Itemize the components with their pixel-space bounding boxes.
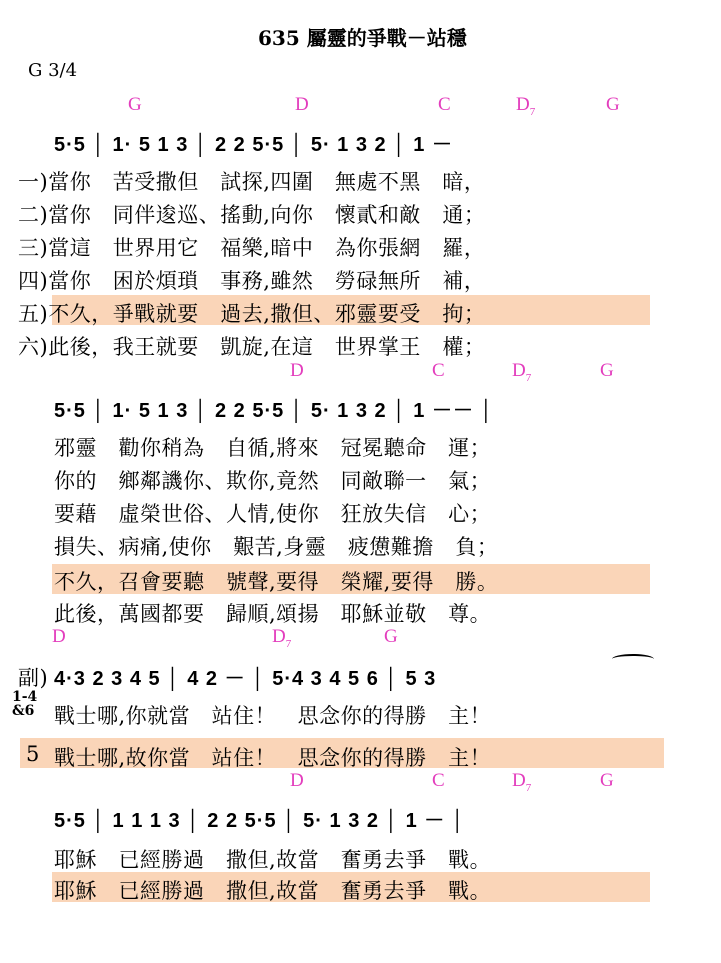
- song-title: 635 屬靈的爭戰－站穩: [258, 26, 467, 50]
- chord-g: G: [128, 94, 142, 115]
- verse-4-line-b: 損失、病痛,使你 艱苦,身靈 疲憊難擔 負；: [54, 535, 499, 559]
- ending-line-b: 耶穌 已經勝過 撒但,故當 奮勇去爭 戰。: [54, 879, 492, 903]
- key-signature: G 3/4: [28, 60, 78, 81]
- chord-c: C: [432, 360, 445, 381]
- chord-d: D: [52, 626, 66, 647]
- chord-c: C: [432, 770, 445, 791]
- chord-d7: $D_7$: [272, 626, 292, 650]
- notation-line-2: 5·5 │ 1· 5 1 3 │ 2 2 5·5 │ 5· 1 3 2 │ 1 －－ │: [54, 400, 495, 422]
- chord-g: G: [600, 360, 614, 381]
- chord-d7: $D_7$: [516, 94, 536, 118]
- chorus-5-number: 5: [26, 742, 40, 766]
- notation-line-4: 5·5 │ 1 1 1 3 │ 2 2 5·5 │ 5· 1 3 2 │ 1 － │: [54, 810, 466, 832]
- chord-c: C: [438, 94, 451, 115]
- chord-d: D: [290, 360, 304, 381]
- verse-5-line-b: 不久，召會要聽 號聲,要得 榮耀,要得 勝。: [54, 570, 499, 594]
- verse-1-line-a: 一)當你 苦受撒但 試探,四圍 無處不黑 暗，: [18, 170, 486, 194]
- ending-line-a: 耶穌 已經勝過 撒但,故當 奮勇去爭 戰。: [54, 848, 492, 872]
- verse-1-line-b: 邪靈 勸你稍為 自循,將來 冠冕聽命 運；: [54, 436, 492, 460]
- chord-d: D: [290, 770, 304, 791]
- chorus-line-a: 戰士哪,你就當 站住！ 思念你的得勝 主！: [54, 704, 492, 728]
- verse-2-line-b: 你的 鄉鄰譏你、欺你,竟然 同敵聯一 氣；: [54, 469, 492, 493]
- verse-3-line-a: 三)當這 世界用它 福樂,暗中 為你張網 羅，: [18, 236, 486, 260]
- verse-2-line-a: 二)當你 同伴逡巡、搖動,向你 懷貳和敵 通；: [18, 203, 486, 227]
- chord-d: D: [295, 94, 309, 115]
- chord-g: G: [384, 626, 398, 647]
- verse-4-line-a: 四)當你 困於煩瑣 事務,雖然 勞碌無所 補，: [18, 269, 486, 293]
- verse-6-line-a: 六)此後，我王就要 凱旋,在這 世界掌王 權；: [18, 335, 486, 359]
- chorus-verse-ref: 1-4 &6: [12, 689, 38, 719]
- verse-5-line-a: 五)不久，爭戰就要 過去,撒但、邪靈要受 拘；: [18, 302, 486, 326]
- chord-g: G: [606, 94, 620, 115]
- notation-line-1: 5·5 │ 1· 5 1 3 │ 2 2 5·5 │ 5· 1 3 2 │ 1 －: [54, 134, 453, 156]
- chord-d7: $D_7$: [512, 360, 532, 384]
- tie-arc: [612, 654, 654, 664]
- verse-6-line-b: 此後，萬國都要 歸順,頌揚 耶穌並敬 尊。: [54, 602, 492, 626]
- notation-line-3: 4·3 2 3 4 5 │ 4 2 － │ 5·4 3 4 5 6 │ 5 3: [54, 668, 437, 690]
- chorus-label: 副): [18, 666, 49, 690]
- verse-3-line-b: 要藉 虛榮世俗、人情,使你 狂放失信 心；: [54, 502, 492, 526]
- chord-d7: $D_7$: [512, 770, 532, 794]
- chorus-line-b: 戰士哪,故你當 站住！ 思念你的得勝 主！: [54, 746, 492, 770]
- chord-g: G: [600, 770, 614, 791]
